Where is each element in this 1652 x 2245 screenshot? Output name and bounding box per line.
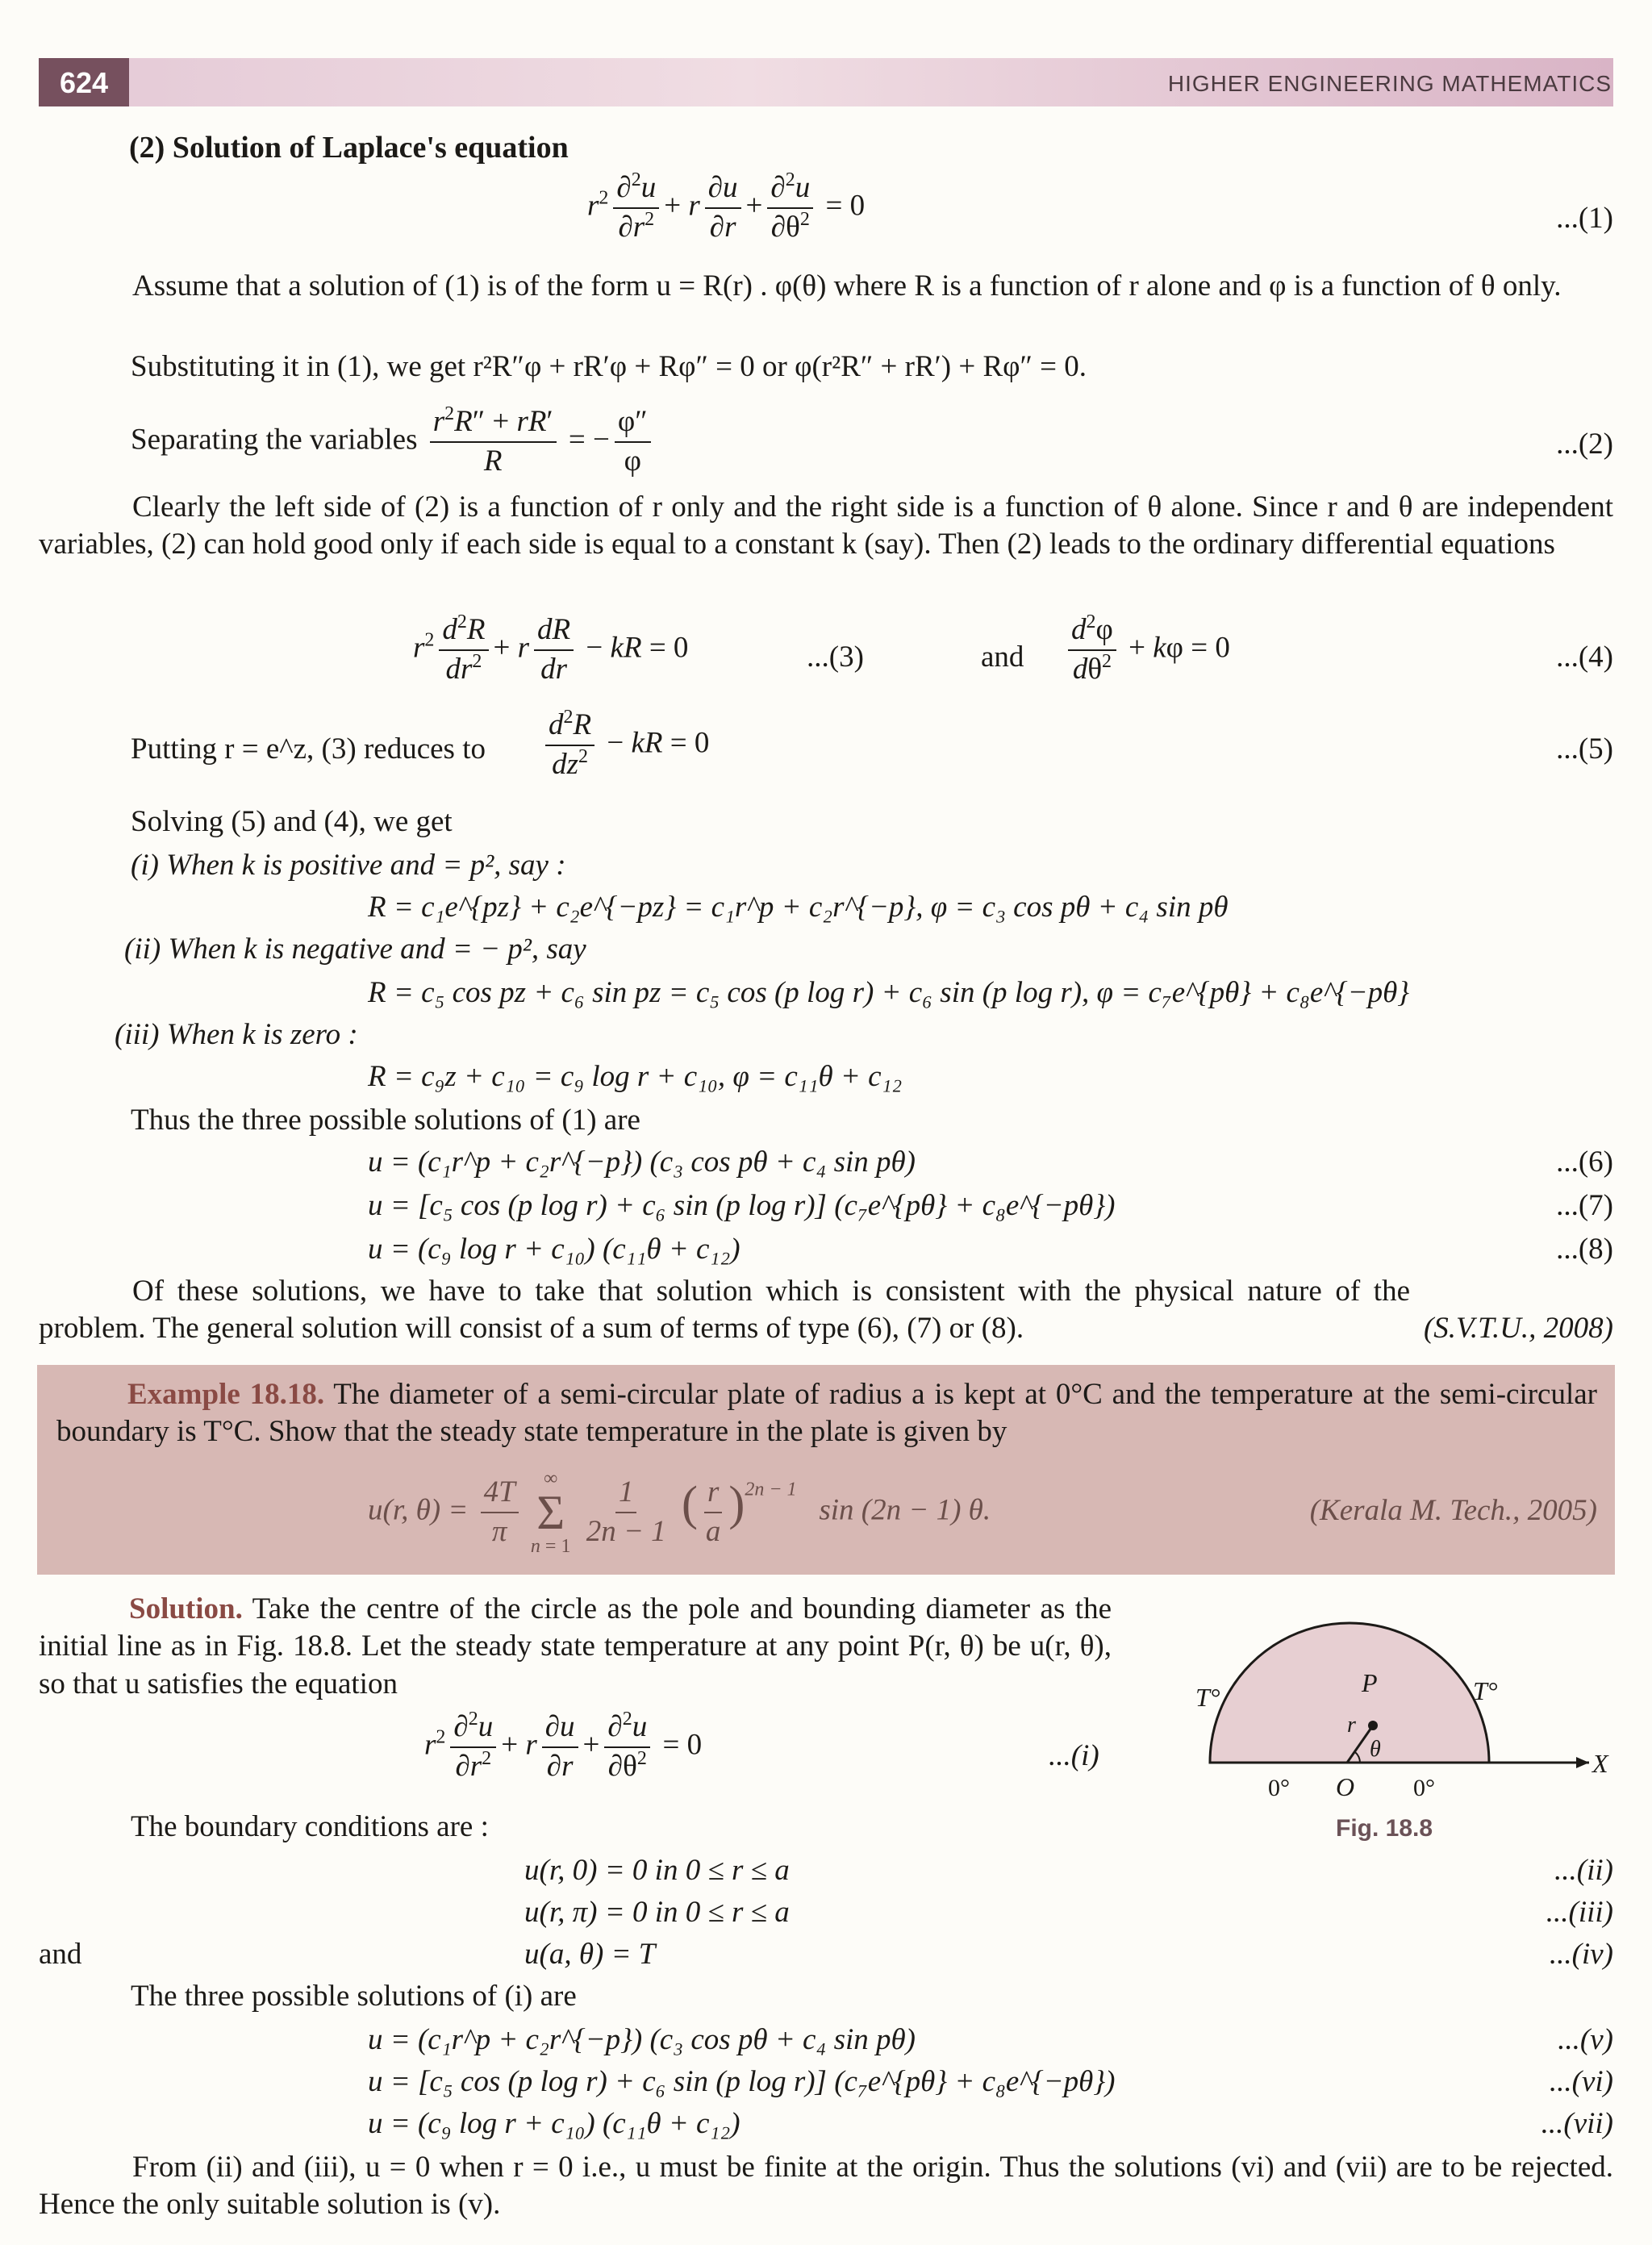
formula-tail: sin (2n − 1) θ. (819, 1493, 991, 1527)
solution-laplace-equation: $r^2$ $\frac{\partial^2u}{\partial r^2}$ + r $\frac{\partial u}{\partial r}$ + $\frac{\partial^2u}{\partial\theta^2}$ = 0 (424, 1709, 703, 1783)
eq-label-7: ...(7) (1556, 1189, 1613, 1222)
putting-label: Putting r = e^z, (3) reduces to (131, 732, 486, 766)
bc-ii: u(r, 0) = 0 in 0 ≤ r ≤ a (524, 1854, 790, 1887)
eq-label-6: ...(6) (1556, 1145, 1613, 1179)
laplace-equation: $r^2$ $\frac{\partial^2u}{\partial r^2}$ + r $\frac{\partial u}{\partial r}$ + $\frac{\partial^2u}{\partial\theta^2}$ = 0 (587, 169, 866, 244)
formula-lhs: u(r, θ) = (368, 1493, 469, 1527)
figure-caption: Fig. 18.8 (1336, 1815, 1433, 1842)
solution-lead: Solution. (129, 1592, 243, 1625)
case-1-equation: R = c₁e^{pz} + c₂e^{−pz} = c₁r^p + c₂r^{−p}, φ = c₃ cos pθ + c₄ sin pθ (368, 891, 1229, 924)
section-title: (2) Solution of Laplace's equation (129, 131, 569, 165)
example-statement: The diameter of a semi-circular plate of radius a is kept at 0°C and the temperature at the semi-circular boundary is T°C. Show that the steady state temperature in the plate is given by (56, 1378, 1598, 1449)
solution-vii-label: ...(vii) (1541, 2107, 1613, 2140)
thus-line: Thus the three possible solutions of (1) are (131, 1104, 640, 1137)
reduced-equation: $\frac{d^2R}{dz^2}$ − kR = 0 (540, 710, 709, 781)
example-formula: u(r, θ) = $\frac{4T}{\pi}$ ∞ Σ n = 1 $\frac{1}{2n - 1}$ ( $\frac{r}{a}$ )$^{2n - 1}$ sin (2n − 1) θ. (368, 1468, 991, 1557)
summation: ∞ Σ n = 1 (530, 1468, 571, 1557)
bc-ii-label: ...(ii) (1554, 1854, 1613, 1887)
point-p (1368, 1721, 1378, 1730)
solution-6: u = (c₁r^p + c₂r^{−p}) (c₃ cos pθ + c₄ sin pθ) (368, 1145, 916, 1179)
label-t-left: T° (1195, 1683, 1220, 1712)
boundary-line: The boundary conditions are : (131, 1810, 489, 1843)
and-word: and (981, 641, 1024, 674)
ode-phi-equation: $\frac{d^2\varphi}{d\theta^2}$ + kφ = 0 (1063, 615, 1230, 686)
label-x: X (1592, 1749, 1608, 1778)
case-3-heading: (iii) When k is zero : (115, 1018, 358, 1051)
solution-vi-label: ...(vi) (1549, 2065, 1613, 2098)
label-zero-right: 0° (1413, 1775, 1435, 1801)
svtu-reference: (S.V.T.U., 2008) (1423, 1312, 1613, 1345)
eq-label-i: ...(i) (1049, 1739, 1099, 1772)
bc-iii: u(r, π) = 0 in 0 ≤ r ≤ a (524, 1896, 790, 1929)
ode-r-equation: $r^2$ $\frac{d^2R}{dr^2}$ + r $\frac{dR}{dr}$ − kR = 0 (413, 611, 689, 686)
bc-iii-label: ...(iii) (1546, 1896, 1613, 1929)
solution-text: Take the centre of the circle as the pole and bounding diameter as the initial line as in Fig. 18.8. Let the steady state temperature at any point P(r, θ) be u(r, θ), so that u satisfies the equation (39, 1592, 1112, 1700)
clearly-paragraph: Clearly the left side of (2) is a function of r only and the right side is a function of θ alone. Since r and θ are independent variables, (2) can hold good only if each side is equal to a constant k (say). Then (2) leads to the ordinary differential equations (39, 490, 1613, 561)
separating-line: Separating the variables $\frac{r^2R'' + rR'}{R}$ = − $\frac{\varphi''}{\varphi}$ (131, 407, 656, 478)
book-title: HIGHER ENGINEERING MATHEMATICS (1167, 71, 1612, 96)
solution-v-label: ...(v) (1558, 2023, 1613, 2056)
kerala-reference: (Kerala M. Tech., 2005) (1309, 1494, 1597, 1527)
label-origin: O (1336, 1772, 1355, 1801)
and-word-2: and (39, 1938, 82, 1971)
assume-paragraph: Assume that a solution of (1) is of the form u = R(r) . φ(θ) where R is a function of r alone and φ is a function of θ only. (132, 269, 1562, 303)
solution-8: u = (c₉ log r + c₁₀) (c₁₁θ + c₁₂) (368, 1233, 740, 1266)
solution-7: u = [c₅ cos (p log r) + c₆ sin (p log r)] (c₇e^{pθ} + c₈e^{−pθ}) (368, 1189, 1116, 1222)
solution-vi: u = [c₅ cos (p log r) + c₆ sin (p log r)] (c₇e^{pθ} + c₈e^{−pθ}) (368, 2065, 1116, 2098)
case-2-heading: (ii) When k is negative and = − p², say (124, 933, 586, 966)
bc-iv: u(a, θ) = T (524, 1938, 656, 1971)
eq-label-8: ...(8) (1556, 1233, 1613, 1266)
page-number: 624 (39, 58, 129, 106)
semicircular-plate (1210, 1623, 1489, 1763)
final-paragraph: From (ii) and (iii), u = 0 when r = 0 i.e., u must be finite at the origin. Thus the solutions (vi) and (vii) are to be rejected. Hence the only suitable solution is (v). (39, 2151, 1613, 2222)
solution-vii: u = (c₉ log r + c₁₀) (c₁₁θ + c₁₂) (368, 2107, 740, 2140)
example-lead: Example 18.18. (127, 1378, 325, 1411)
label-r: r (1347, 1713, 1356, 1738)
label-theta: θ (1370, 1737, 1381, 1762)
solving-line: Solving (5) and (4), we get (131, 805, 453, 838)
figure-semicircle (1186, 1601, 1621, 1851)
label-t-right: T° (1473, 1676, 1498, 1705)
eq-label-3: ...(3) (807, 641, 864, 674)
eq-label-4: ...(4) (1556, 641, 1613, 674)
label-p: P (1362, 1668, 1378, 1697)
example-statement-block (56, 1376, 1597, 1451)
bc-iv-label: ...(iv) (1549, 1938, 1613, 1971)
eq-label-5: ...(5) (1556, 732, 1613, 766)
eq-label-2: ...(2) (1556, 428, 1613, 461)
solution-paragraph (39, 1591, 1112, 1703)
case-2-equation: R = c₅ cos pz + c₆ sin pz = c₅ cos (p log r) + c₆ sin (p log r), φ = c₇e^{pθ} + c₈e^{−pθ} (368, 976, 1410, 1009)
substituting-line: Substituting it in (1), we get r²R″φ + rR′φ + Rφ″ = 0 or φ(r²R″ + rR′) + Rφ″ = 0. (131, 350, 1087, 383)
case-3-equation: R = c₉z + c₁₀ = c₉ log r + c₁₀, φ = c₁₁θ + c₁₂ (368, 1060, 903, 1093)
case-1-heading: (i) When k is positive and = p², say : (131, 849, 566, 882)
of-these-paragraph: Of these solutions, we have to take that solution which is consistent with the physical nature of the problem. The general solution will consist of a sum of terms of type (6), (7) or (8). (39, 1275, 1410, 1346)
label-zero-left: 0° (1268, 1775, 1290, 1801)
three-solutions-line: The three possible solutions of (i) are (131, 1980, 577, 2013)
eq-label-1: ...(1) (1556, 202, 1613, 235)
x-axis-arrow (1576, 1757, 1589, 1768)
solution-v: u = (c₁r^p + c₂r^{−p}) (c₃ cos pθ + c₄ sin pθ) (368, 2023, 916, 2056)
separating-label: Separating the variables (131, 423, 418, 457)
